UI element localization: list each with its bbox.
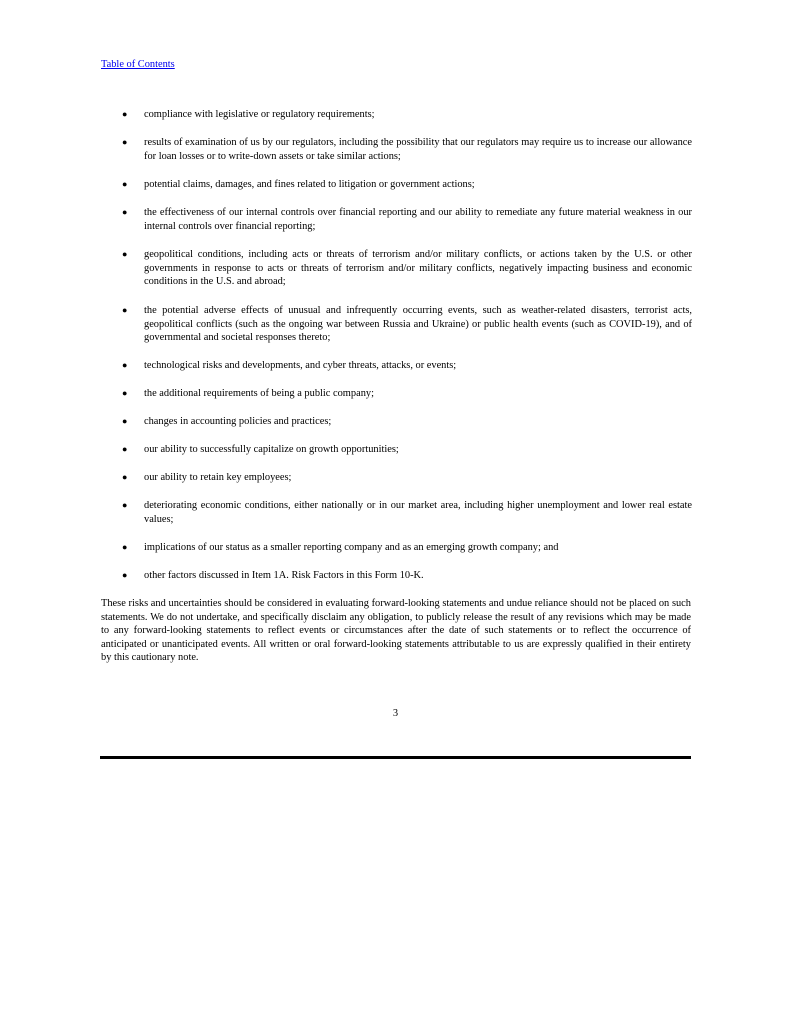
list-item: [122, 569, 692, 583]
bullet-icon: ●: [122, 109, 128, 119]
list-item: [122, 136, 692, 163]
table-of-contents-link[interactable]: Table of Contents: [101, 59, 175, 70]
bullet-icon: ●: [122, 305, 128, 315]
bullet-icon: ●: [122, 137, 128, 147]
list-item: [122, 499, 692, 526]
list-item: [122, 443, 692, 457]
bullet-icon: ●: [122, 207, 128, 217]
bullet-icon: ●: [122, 360, 128, 370]
list-item-text: deteriorating economic conditions, either nationally or in our market area, including higher unemployment and lower real estate values;: [144, 500, 692, 525]
bullet-icon: ●: [122, 249, 128, 259]
list-item: [122, 415, 692, 429]
list-item: [122, 206, 692, 233]
list-item-text: our ability to successfully capitalize on growth opportunities;: [144, 444, 399, 455]
cautionary-paragraph: These risks and uncertainties should be considered in evaluating forward-looking statements and undue reliance should not be placed on such statements. We do not undertake, and specifically disclaim any obligation, to publicly release the result of any revisions which may be made to any forward-looking statements to reflect events or circumstances after the date of such statements or to reflect the occurrence of anticipated or unanticipated events. All written or oral forward-looking statements attributable to us are expressly qualified in their entirety by this cautionary note.: [101, 598, 691, 664]
bullet-icon: ●: [122, 444, 128, 454]
list-item-text: the additional requirements of being a public company;: [144, 388, 374, 399]
list-item-text: the potential adverse effects of unusual and infrequently occurring events, such as weather-related disasters, terrorist acts, geopolitical conflicts (such as the ongoing war between Russia and Ukraine) or public health events (such as COVID-19), and of governmental and societal responses thereto;: [144, 305, 692, 344]
list-item-text: potential claims, damages, and fines related to litigation or government actions;: [144, 179, 475, 190]
bullet-icon: ●: [122, 179, 128, 189]
list-item-text: our ability to retain key employees;: [144, 472, 292, 483]
bullet-icon: ●: [122, 542, 128, 552]
bullet-icon: ●: [122, 472, 128, 482]
bullet-icon: ●: [122, 500, 128, 510]
list-item-text: results of examination of us by our regulators, including the possibility that our regulators may require us to increase our allowance for loan losses or to write-down assets or take similar actions;: [144, 137, 692, 162]
list-item: [122, 359, 692, 373]
list-item-text: compliance with legislative or regulatory requirements;: [144, 109, 375, 120]
bullet-icon: ●: [122, 570, 128, 580]
bullet-icon: ●: [122, 388, 128, 398]
list-item-text: changes in accounting policies and practices;: [144, 416, 332, 427]
page-divider: [100, 756, 691, 759]
list-item-text: the effectiveness of our internal controls over financial reporting and our ability to remediate any future material weakness in our internal controls over financial reporting;: [144, 207, 692, 232]
bullet-icon: ●: [122, 416, 128, 426]
list-item-text: technological risks and developments, and cyber threats, attacks, or events;: [144, 360, 457, 371]
list-item: [122, 108, 692, 122]
list-item-text: other factors discussed in Item 1A. Risk Factors in this Form 10-K.: [144, 570, 424, 581]
list-item: [122, 178, 692, 192]
page-number: 3: [392, 708, 399, 719]
list-item: [122, 387, 692, 401]
list-item: [122, 304, 692, 345]
list-item: [122, 248, 692, 289]
list-item: [122, 471, 692, 485]
list-item-text: geopolitical conditions, including acts or threats of terrorism and/or military conflicts, or actions taken by the U.S. or other governments in response to acts or threats of terrorism and/or military conflicts, negatively impacting business and economic conditions in the U.S. and abroad;: [144, 249, 692, 288]
list-item-text: implications of our status as a smaller reporting company and as an emerging growth company; and: [144, 542, 559, 553]
list-item: [122, 541, 692, 555]
